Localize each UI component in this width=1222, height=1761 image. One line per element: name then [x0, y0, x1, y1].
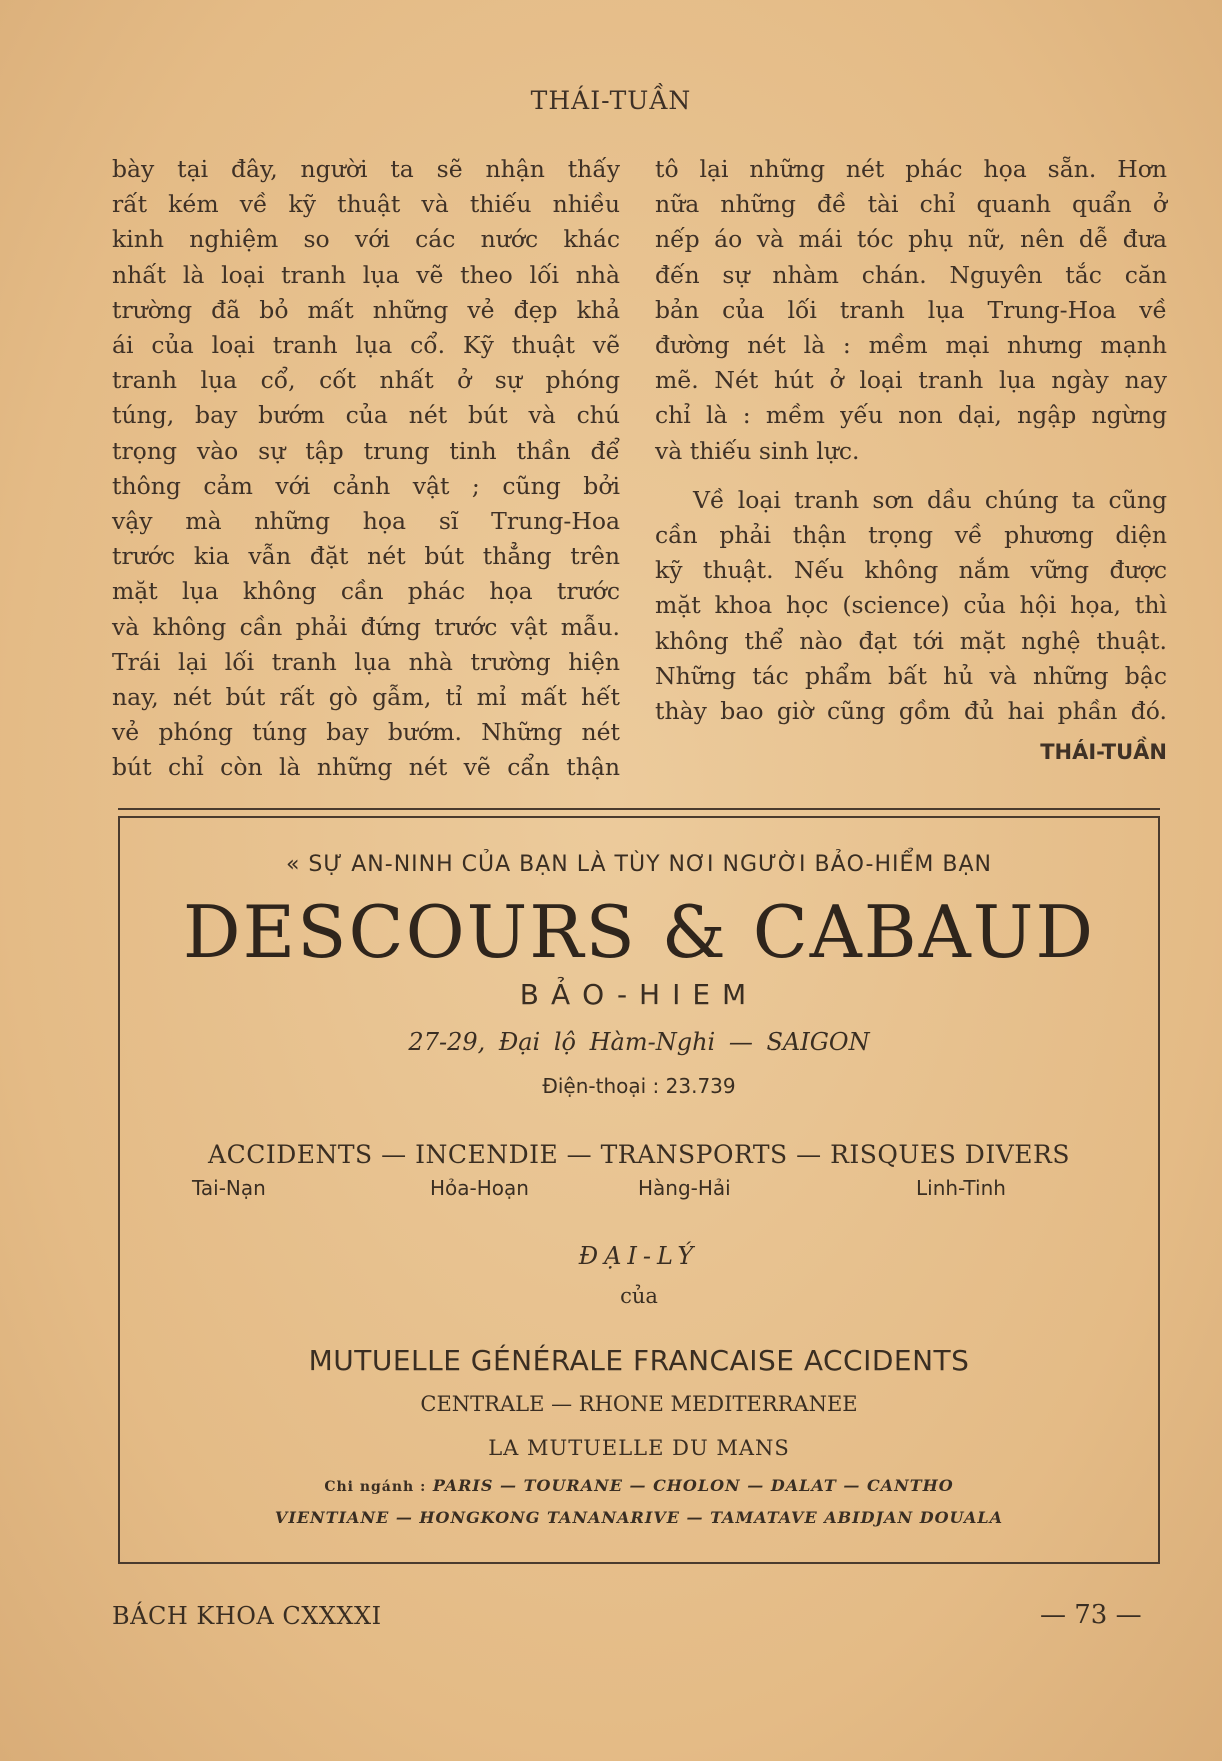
running-title: THÁI-TUẦN: [530, 86, 692, 115]
ad-category-vi: Hỏa-Hoạn: [430, 1176, 529, 1200]
text-line: Những tác phẩm bất hủ và những bậc: [655, 661, 1167, 690]
text-line: vẻ phóng túng bay bướm. Những nét: [112, 718, 620, 747]
ad-agency-heading: ĐẠI-LÝ: [578, 1242, 700, 1270]
text-line: vậy mà những họa sĩ Trung-Hoa: [112, 507, 620, 536]
text-line: cần phải thận trọng về phương diện: [655, 521, 1167, 550]
article-right-column: [655, 152, 1167, 770]
text-line: tranh lụa cổ, cốt nhất ở sự phóng: [112, 366, 620, 395]
text-line: đường nét là : mềm mại nhưng mạnh: [655, 331, 1167, 360]
text-line: kinh nghiệm so với các nước khác: [112, 225, 620, 254]
ad-phone: Điện-thoại : 23.739: [542, 1074, 736, 1098]
ad-category-vi: Linh-Tinh: [916, 1176, 1006, 1200]
text-line: đến sự nhàm chán. Nguyên tắc căn: [655, 260, 1167, 289]
text-line: ái của loại tranh lụa cổ. Kỹ thuật vẽ: [112, 331, 620, 360]
author-signature: THÁI-TUẦN: [1040, 740, 1167, 765]
text-line: không thể nào đạt tới mặt nghệ thuật.: [655, 626, 1167, 655]
text-line: rất kém về kỹ thuật và thiếu nhiều: [112, 190, 620, 219]
text-line: mặt lụa không cần phác họa trước: [112, 577, 620, 606]
ad-branches-line-2: VIENTIANE — HONGKONG TANANARIVE — TAMATAVE ABIDJAN DOUALA: [274, 1508, 1004, 1527]
text-line: bản của lối tranh lụa Trung-Hoa về: [655, 295, 1167, 324]
text-line: trọng vào sự tập trung tinh thần để: [112, 436, 620, 465]
insurance-advertisement: [118, 816, 1160, 1564]
text-line: mẽ. Nét hút ở loại tranh lụa ngày nay: [655, 366, 1167, 395]
text-line: thày bao giờ cũng gồm đủ hai phần đó.: [655, 697, 1167, 726]
text-line: thông cảm với cảnh vật ; cũng bởi: [112, 471, 620, 500]
ad-company-name: MUTUELLE GÉNÉRALE FRANCAISE ACCIDENTS: [308, 1344, 970, 1377]
ad-category-vi: Hàng-Hải: [638, 1176, 731, 1200]
magazine-footer-title: BÁCH KHOA CXXXXI: [112, 1602, 382, 1630]
text-line: kỹ thuật. Nếu không nắm vững được: [655, 556, 1167, 585]
text-line: và không cần phải đứng trước vật mẫu.: [112, 612, 620, 641]
ad-of-label: của: [620, 1284, 658, 1308]
ad-branches-line-1: [120, 1476, 1158, 1495]
ad-insurance-categories: ACCIDENTS — INCENDIE — TRANSPORTS — RISQUES DIVERS: [208, 1140, 1070, 1169]
page-number: — 73 —: [1040, 1600, 1142, 1630]
text-line: nếp áo và mái tóc phụ nữ, nên dễ đưa: [655, 225, 1167, 254]
divider: [118, 808, 1160, 810]
ad-mutuelle-mans: LA MUTUELLE DU MANS: [488, 1436, 790, 1460]
text-line: Về loại tranh sơn dầu chúng ta cũng: [693, 485, 1167, 514]
text-line: nữa những đề tài chỉ quanh quẩn ở: [655, 190, 1167, 219]
ad-slogan: « SỰ AN-NINH CỦA BẠN LÀ TÙY NƠI NGƯỜI BẢO-HIỂM BẠN: [285, 852, 993, 877]
text-line: nay, nét bút rất gò gẫm, tỉ mỉ mất hết: [112, 683, 620, 712]
paragraph-gap: [655, 469, 1167, 483]
text-line: túng, bay bướm của nét bút và chú: [112, 401, 620, 430]
text-line: nhất là loại tranh lụa vẽ theo lối nhà: [112, 260, 620, 289]
ad-address: 27-29, Đại lộ Hàm-Nghi — SAIGON: [408, 1028, 870, 1056]
ad-branches-label: Chi ngánh :: [324, 1479, 427, 1495]
text-line: trước kia vẫn đặt nét bút thẳng trên: [112, 542, 620, 571]
text-line: Trái lại lối tranh lụa nhà trường hiện: [112, 647, 620, 676]
ad-brand-name: DESCOURS & CABAUD: [182, 890, 1096, 974]
text-line: bút chỉ còn là những nét vẽ cẩn thận: [112, 753, 620, 782]
text-line: và thiếu sinh lực.: [655, 436, 860, 465]
ad-centrale: CENTRALE — RHONE MEDITERRANEE: [420, 1392, 858, 1416]
ad-subbrand: BẢO-HIEM: [519, 978, 759, 1011]
article-left-column: [112, 152, 620, 786]
ad-category-vi: Tai-Nạn: [192, 1176, 266, 1200]
text-line: chỉ là : mềm yếu non dại, ngập ngừng: [655, 401, 1167, 430]
text-line: tô lại những nét phác họa sẵn. Hơn: [655, 155, 1167, 183]
text-line: mặt khoa học (science) của hội họa, thì: [655, 591, 1167, 620]
text-line: bày tại đây, người ta sẽ nhận thấy: [112, 155, 620, 183]
ad-branches-list: PARIS — TOURANE — CHOLON — DALAT — CANTHO: [432, 1476, 954, 1495]
text-line: trường đã bỏ mất những vẻ đẹp khả: [112, 295, 620, 324]
